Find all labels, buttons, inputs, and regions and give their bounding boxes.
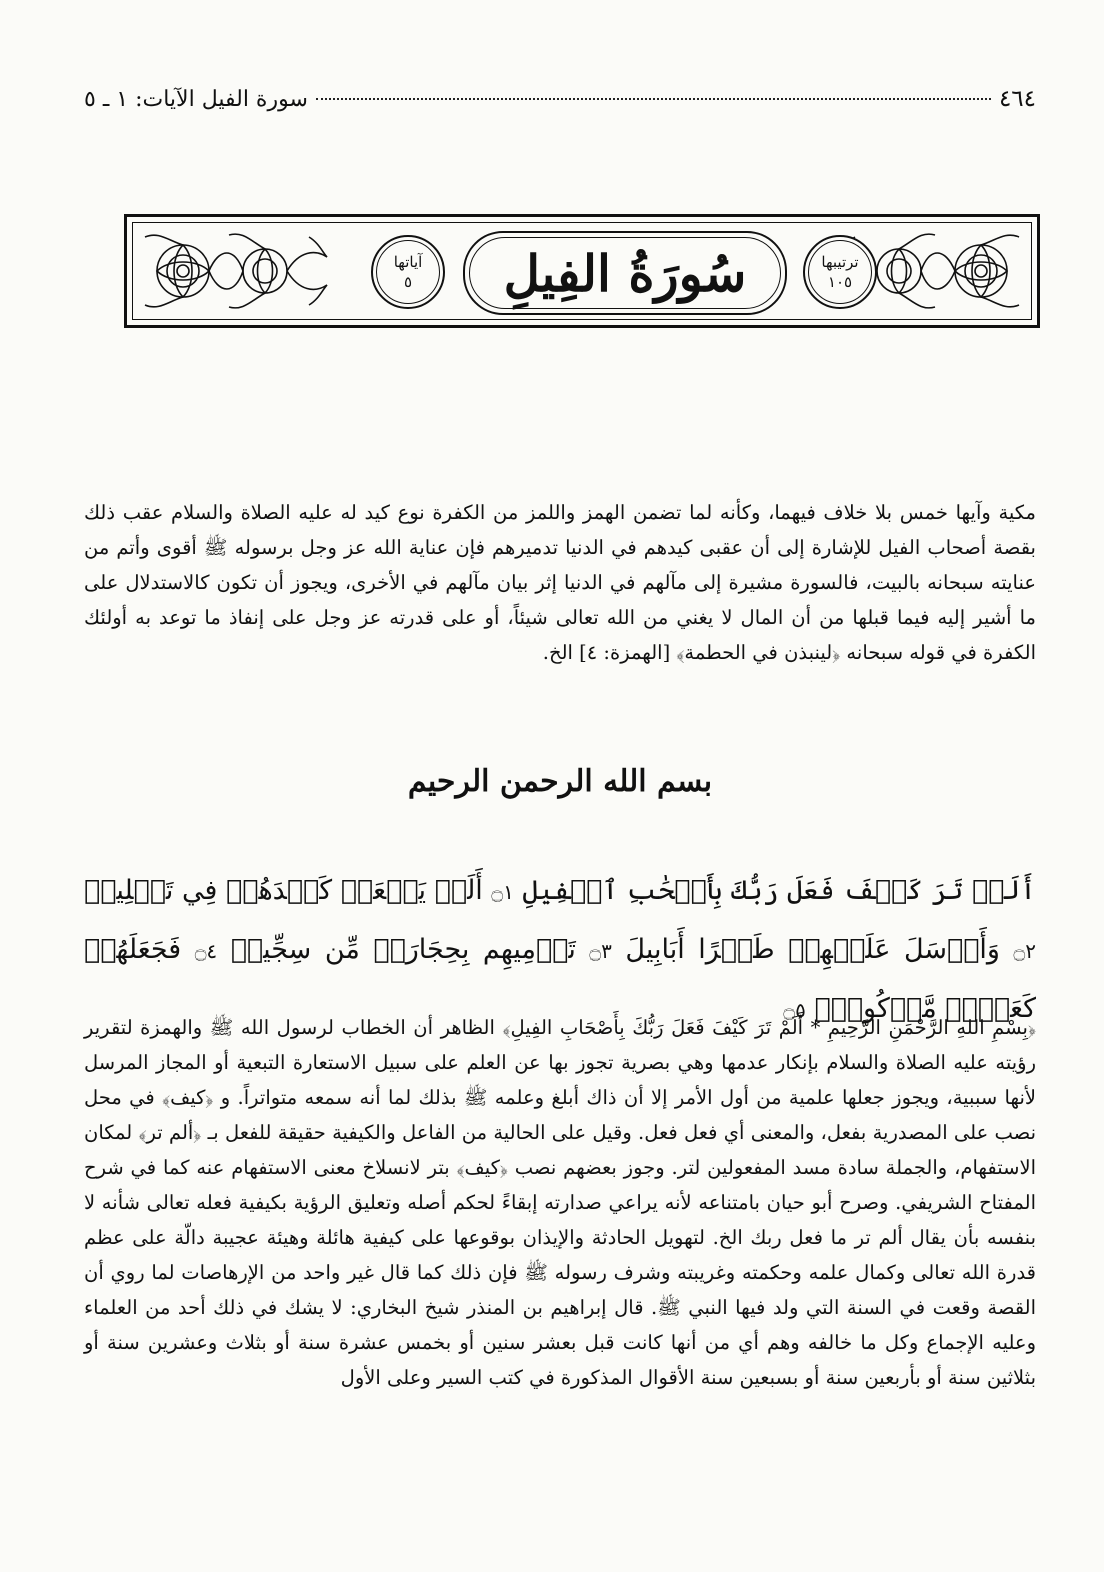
surah-order-label: ترتيبها — [821, 253, 859, 271]
verse-number: ۝١ — [491, 880, 514, 904]
verse-text: تَرۡمِيهِم بِحِجَارَةٖ مِّن سِجِّيلٖ — [230, 934, 576, 965]
surah-order-medallion — [803, 235, 877, 309]
verse-number: ۝٢ — [1013, 939, 1036, 963]
verse-count-medallion — [371, 235, 445, 309]
surah-title: سُورَةُ الفِيلِ — [503, 243, 747, 303]
arabesque-ornament-icon — [139, 227, 339, 315]
verse-text: فَجَعَلَهُمۡ كَعَصۡفٖ مَّأۡكُولِۭ — [84, 934, 1036, 1024]
verse-text: أَلَمۡ تَرَ كَيۡفَ فَعَلَ رَبُّكَ بِأَصۡحَٰبِ ٱلۡفِيلِ — [522, 875, 1036, 906]
intro-paragraph: مكية وآيها خمس بلا خلاف فيهما، وكأنه لما تضمن الهمز واللمز من الكفرة نوع كيد له عليه الصلاة والسلام عقب ذلك بقصة أصحاب الفيل للإشارة إلى أن عقبى كيدهم في الدنيا تدميرهم فإن عناية الله عز وجل برسوله ﷺ أقوى وأتم من عنايته سبحانه بالبيت، فالسورة مشيرة إلى مآلهم في الدنيا إثر بيان مآلهم في الأخرى، ويجوز أن تكون كالاستدلال على ما أشير إليه فيما قبلها من أن المال لا يغني من الله تعالى شيئاً، أو على قدرته عز وجل على إنفاذ ما توعد به أولئك الكفرة في قوله سبحانه ﴿لينبذن في الحطمة﴾ [الهمزة: ٤] الخ. — [84, 501, 1036, 664]
commentary-paragraph: ﴿بِسْمِ اللهِ الرَّحْمَنِ الرَّحِيمِ * أَلَمْ تَرَ كَيْفَ فَعَلَ رَبُّكَ بِأَصْحَابِ الفِيلِ﴾ الظاهر أن الخطاب لرسول الله ﷺ والهمزة لتقرير رؤيته عليه الصلاة والسلام بإنكار عدمها وهي بصرية تجوز بها عن العلم على سبيل الاستعارة التبعية أو المجاز المرسل لأنها سببية، ويجوز جعلها علمية من أول الأمر إلا أن ذاك أبلغ وعلمه ﷺ بذلك لما أنه سمعه متواتراً. و ﴿كيف﴾ في محل نصب على المصدرية بفعل، والمعنى أي فعل فعل. وقيل على الحالية من الفاعل والكيفية حقيقة للفعل بـ ﴿ألم تر﴾ لمكان الاستفهام، والجملة سادة مسد المفعولين لتر. وجوز بعضهم نصب ﴿كيف﴾ بتر لانسلاخ معنى الاستفهام عنه كما في شرح المفتاح الشريفي. وصرح أبو حيان بامتناعه لأنه يراعي صدارته إبقاءً لحكم أصله وتعليق الرؤية بكيفية فعله تعالى شأنه لا بنفسه بأن يقال ألم تر ما فعل ربك الخ. لتهويل الحادثة والإيذان بوقوعها على كيفية هائلة وهيئة عجيبة دالّة على عظم قدرة الله تعالى وكمال علمه وحكمته وغريبته وشرف رسوله ﷺ فإن ذلك كما قال غير واحد من الإرهاصات لما روي أن القصة وقعت في السنة التي ولد فيها النبي ﷺ. قال إبراهيم بن المنذر شيخ البخاري: لا يشك في ذلك أحد من العلماء وعليه الإجماع وكل ما خالفه وهم أي من أنها كانت قبل بعشر سنين أو بخمس عشرة سنة أو بثلاث وعشرين سنة أو بثلاثين سنة أو بأربعين سنة أو بسبعين سنة الأقوال المذكورة في كتب السير وعلى الأول — [84, 1016, 1036, 1389]
basmala-heading: بسم الله الرحمن الرحيم — [407, 764, 713, 799]
verse-number: ۝٥ — [783, 998, 806, 1022]
surah-order-value: ١٠٥ — [827, 273, 853, 291]
verse-count-label: آياتها — [393, 253, 423, 271]
surah-title-cartouche — [463, 231, 787, 315]
verse-number: ۝٤ — [194, 939, 218, 963]
verse-text: أَلَمۡ يَجۡعَلۡ كَيۡدَهُمۡ فِي تَضۡلِيلٖ — [84, 875, 483, 906]
page-number: ٤٦٤ — [998, 86, 1036, 112]
verse-text: وَأَرۡسَلَ عَلَيۡهِمۡ طَيۡرًا أَبَابِيلَ — [625, 934, 1000, 965]
leader-dots — [316, 98, 991, 100]
running-header — [84, 86, 1036, 120]
verse-number: ۝٣ — [589, 939, 612, 963]
running-title: سورة الفيل الآيات: ١ ـ ٥ — [84, 87, 308, 112]
verse-count-value: ٥ — [403, 273, 413, 291]
surah-banner — [124, 214, 1040, 328]
